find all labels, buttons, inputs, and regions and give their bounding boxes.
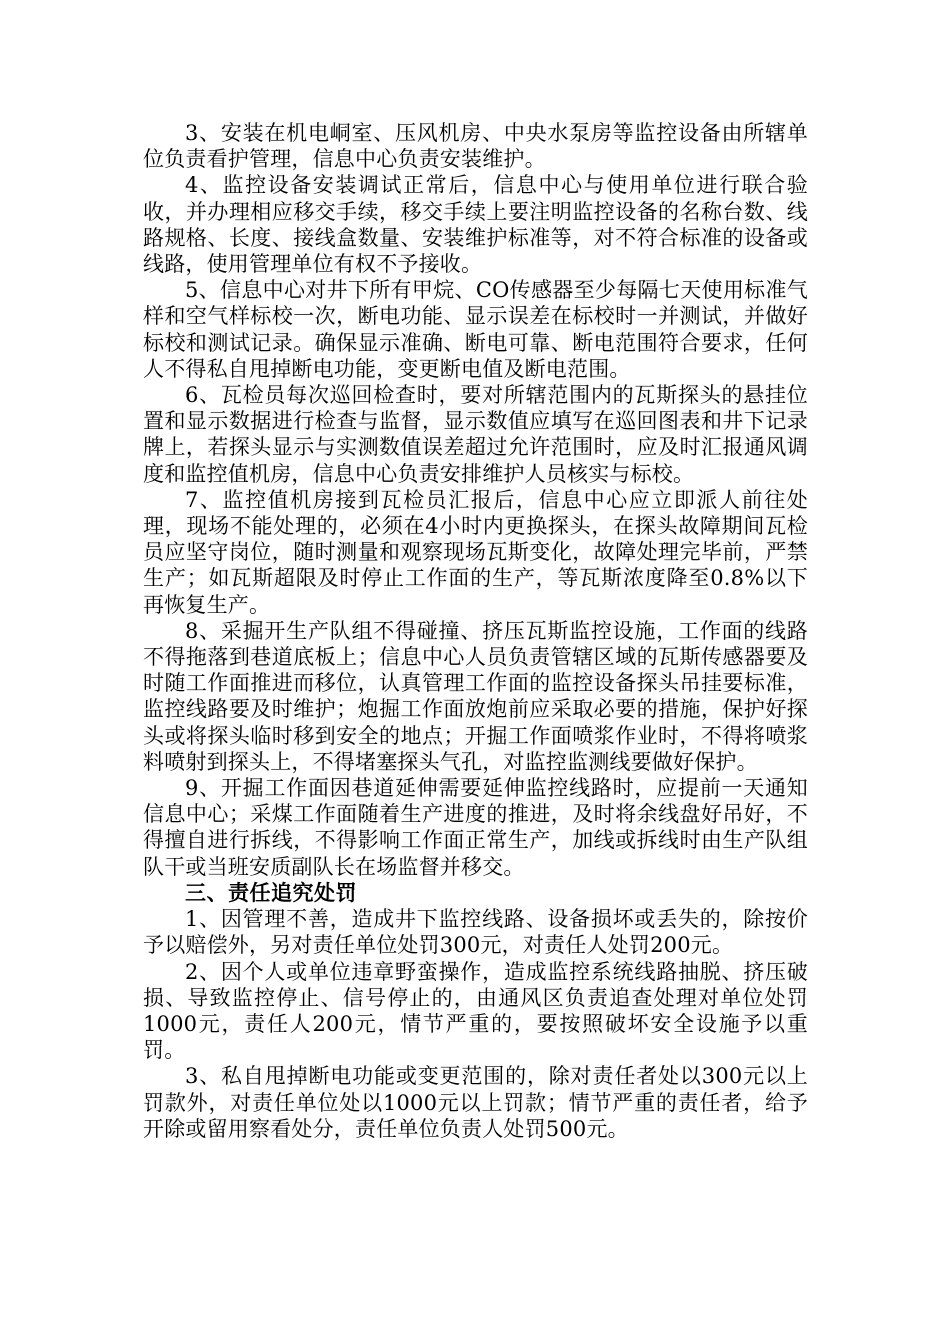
paragraph-item-3: 3、安装在机电峒室、压风机房、中央水泵房等监控设备由所辖单位负责看护管理，信息中心负责安装维护。 bbox=[143, 121, 808, 172]
paragraph-item-8: 8、采掘开生产队组不得碰撞、挤压瓦斯监控设施，工作面的线路不得拖落到巷道底板上；信息中心人员负责管辖区域的瓦斯传感器要及时随工作面推进而移位，认真管理工作面的监控设备探头吊挂要标准，监控线路要及时维护；炮掘工作面放炮前应采取必要的措施，保护好探头或将探头临时移到安全的地点；开掘工作面喷浆作业时，不得将喷浆料喷射到探头上，不得堵塞探头气孔，对监控监测线要做好保护。 bbox=[143, 618, 808, 774]
paragraph-item-4: 4、监控设备安装调试正常后，信息中心与使用单位进行联合验收，并办理相应移交手续，移交手续上要注明监控设备的名称台数、线路规格、长度、接线盒数量、安装维护标准等，对不符合标准的设备或线路，使用管理单位有权不予接收。 bbox=[143, 173, 808, 277]
paragraph-item-6: 6、瓦检员每次巡回检查时，要对所辖范围内的瓦斯探头的悬挂位置和显示数据进行检查与监督，显示数值应填写在巡回图表和井下记录牌上，若探头显示与实测数值误差超过允许范围时，应及时汇报通风调度和监控值机房，信息中心负责安排维护人员核实与标校。 bbox=[143, 383, 808, 486]
penalty-item-3: 3、私自甩掉断电功能或变更范围的，除对责任者处以300元以上罚款外，对责任单位处以1000元以上罚款；情节严重的责任者，给予开除或留用察看处分，责任单位负责人处罚500元。 bbox=[143, 1064, 808, 1141]
penalty-item-1: 1、因管理不善，造成井下监控线路、设备损坏或丢失的，除按价予以赔偿外，另对责任单位处罚300元，对责任人处罚200元。 bbox=[143, 907, 808, 958]
document-page bbox=[143, 120, 808, 1142]
paragraph-item-9: 9、开掘工作面因巷道延伸需要延伸监控线路时，应提前一天通知信息中心；采煤工作面随着生产进度的推进，及时将余线盘好吊好，不得擅自进行拆线，不得影响工作面正常生产，加线或拆线时由生产队组队干或当班安质副队长在场监督并移交。 bbox=[143, 776, 808, 879]
paragraph-item-5: 5、信息中心对井下所有甲烷、CO传感器至少每隔七天使用标准气样和空气样标校一次，断电功能、显示误差在标校时一并测试，并做好标校和测试记录。确保显示准确、断电可靠、断电范围符合要求，任何人不得私自甩掉断电功能，变更断电值及断电范围。 bbox=[143, 278, 808, 381]
paragraph-item-7: 7、监控值机房接到瓦检员汇报后，信息中心应立即派人前往处理，现场不能处理的，必须在4小时内更换探头，在探头故障期间瓦检员应坚守岗位，随时测量和观察现场瓦斯变化，故障处理完毕前，严禁生产；如瓦斯超限及时停止工作面的生产，等瓦斯浓度降至0.8%以下再恢复生产。 bbox=[143, 487, 808, 617]
section-heading: 三、责任追究处罚 bbox=[185, 879, 357, 905]
penalty-item-2: 2、因个人或单位违章野蛮操作，造成监控系统线路抽脱、挤压破损、导致监控停止、信号停止的，由通风区负责追查处理对单位处罚1000元，责任人200元，情节严重的，要按照破坏安全设施予以重罚。 bbox=[143, 959, 808, 1063]
